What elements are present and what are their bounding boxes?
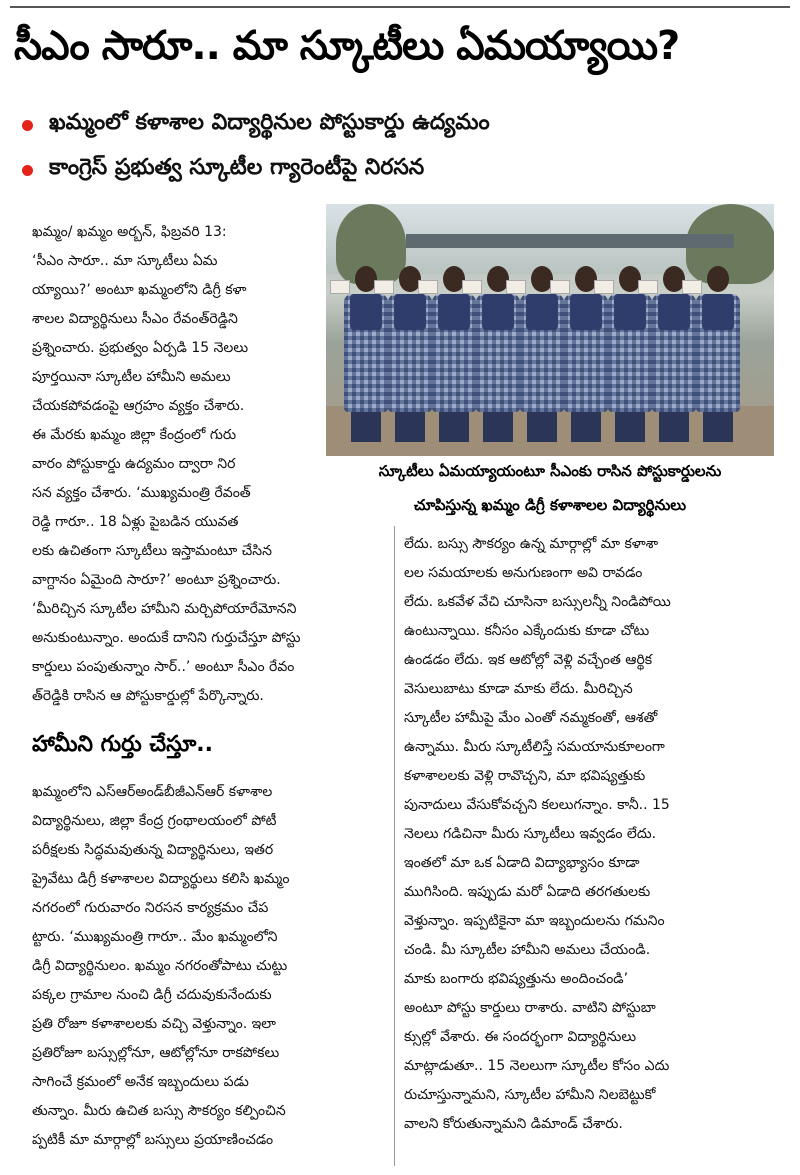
photo-caption-line-2: చూపిస్తున్న ఖమ్మం డిగ్రీ కళాశాలల విద్యార్థినులు: [413, 496, 687, 514]
bullet-text-2: కాంగ్రెస్ ప్రభుత్వ స్కూటీల గ్యారెంటీపై నిరసన: [49, 155, 425, 180]
top-rule: [10, 6, 790, 8]
photo-shed-roof: [406, 234, 734, 248]
article-body-left-2: ఖమ్మంలోని ఎస్‌ఆర్‌అండ్‌బీజీఎన్‌ఆర్ కళాశాల విద్యార్థినులు, జిల్లా కేంద్ర గ్రంథాలయంలో పోటీ పరీక్షలకు సిద్ధమవుతున్న విద్యార్థినులు, ఇతర ప్రైవేటు డిగ్రీ కళాశాలల విద్యార్థులు కలిసి ఖమ్మం నగరంలో గురువారం నిరసన కార్యక్రమం చేప ట్టారు. ‘ముఖ్యమంత్రి గారూ.. మేం ఖమ్మంలోని డిగ్రీ విద్యార్థినులం. ఖమ్మం నగరంతోపాటు చుట్టు పక్కల గ్రామాల నుంచి డిగ్రీ చదువుకునేందుకు ప్రతి రోజూ కళాశాలలకు వచ్చి వెళ్తున్నాం. ఇలా ప్రతిరోజూ బస్సుల్లోనూ, ఆటోల్లోనూ రాకపోకలు సాగించే క్రమంలో అనేక ఇబ్బందులు పడు తున్నాం. మీరు ఉచిత బస్సు సౌకర్యం కల్పించిన ప్పటికీ మా మార్గాల్లో బస్సులు ప్రయాణించడం: [32, 784, 290, 1148]
student-figure: [696, 266, 740, 442]
subheading: హామీని గుర్తు చేస్తూ..: [32, 732, 213, 757]
bullet-item-1: [22, 110, 786, 140]
photo-caption-line-1: స్కూటీలు ఏమయ్యాయంటూ సీఎంకు రాసిన పోస్టుకార్డులను: [378, 462, 722, 480]
bullet-item-2: [22, 155, 786, 185]
news-photo: [326, 204, 774, 456]
article-body-left: ఖమ్మం/ ఖమ్మం అర్బన్, ఫిబ్రవరి 13: ‘సీఎం సారూ.. మా స్కూటీలు ఏమ య్యాయి?’ అంటూ ఖమ్మంలోని డిగ్రీ కళా శాలల విద్యార్థినులు సీఎం రేవంత్‌రెడ్డిని ప్రశ్నించారు. ప్రభుత్వం ఏర్పడి 15 నెలలు పూర్తయినా స్కూటీల హామీని అమలు చేయకపోవడంపై ఆగ్రహం వ్యక్తం చేశారు. ఈ మేరకు ఖమ్మం జిల్లా కేంద్రంలో గురు వారం పోస్టుకార్డు ఉద్యమం ద్వారా నిర సన వ్యక్తం చేశారు. ‘ముఖ్యమంత్రి రేవంత్ రెడ్డి గారూ.. 18 ఏళ్లు పైబడిన యువత లకు ఉచితంగా స్కూటీలు ఇస్తామంటూ చేసిన వాగ్దానం ఏమైంది సారూ?’ అంటూ ప్రశ్నించారు. ‘మీరిచ్చిన స్కూటీల హామీని మర్చిపోయారేమోనని అనుకుంటున్నాం. అందుకే దానిని గుర్తుచేస్తూ పోస్టు కార్డులు పంపుతున్నాం సార్..’ అంటూ సీఎం రేవం త్‌రెడ్డికి రాసిన ఆ పోస్టుకార్డుల్లో పేర్కొన్నారు.: [32, 224, 301, 704]
red-bullet-icon: [22, 165, 33, 176]
article-body-right: లేదు. బస్సు సౌకర్యం ఉన్న మార్గాల్లో మా కళాశా లల సమయాలకు అనుగుణంగా అవి రావడం లేదు. ఒకవేళ వేచి చూసినా బస్సులన్నీ నిండిపోయి ఉంటున్నాయి. కనీసం ఎక్కేందుకు కూడా చోటు ఉండడం లేదు. ఇక ఆటోల్లో వెళ్లి వచ్చేంత ఆర్థిక వెసులుబాటు కూడా మాకు లేదు. మీరిచ్చిన స్కూటీల హామీపై మేం ఎంతో నమ్మకంతో, ఆశతో ఉన్నాము. మీరు స్కూటీలిస్తే సమయానుకూలంగా కళాశాలలకు వెళ్లి రావొచ్చని, మా భవిష్యత్తుకు పునాదులు వేసుకోవచ్చని కలలుగన్నాం. కానీ.. 15 నెలలు గడిచినా మీరు స్కూటీలు ఇవ్వడం లేదు. ఇంతలో మా ఒక ఏడాది విద్యాభ్యాసం కూడా ముగిసింది. ఇప్పుడు మరో ఏడాది తరగతులకు వెళ్తున్నాం. ఇప్పటికైనా మా ఇబ్బందులను గమనిం చండి. మీ స్కూటీల హామీని అమలు చేయండి. మాకు బంగారు భవిష్యత్తును అందించండి’ అంటూ పోస్టు కార్డులు రాశారు. వాటిని పోస్టుబా క్సుల్లో వేశారు. ఈ సందర్భంగా విద్యార్థినులు మాట్లాడుతూ.. 15 నెలలుగా స్కూటీల కోసం ఎదు రుచూస్తున్నామని, స్కూటీల హామీని నిలబెట్టుకో వాలని కోరుతున్నామని డిమాండ్ చేశారు.: [404, 536, 671, 1132]
red-bullet-icon: [22, 120, 33, 131]
column-divider: [394, 526, 395, 1166]
bullet-text-1: ఖమ్మంలో కళాశాల విద్యార్థినుల పోస్టుకార్డు ఉద్యమం: [49, 110, 490, 135]
headline: సీఎం సారూ.. మా స్కూటీలు ఏమయ్యాయి?: [14, 23, 680, 69]
